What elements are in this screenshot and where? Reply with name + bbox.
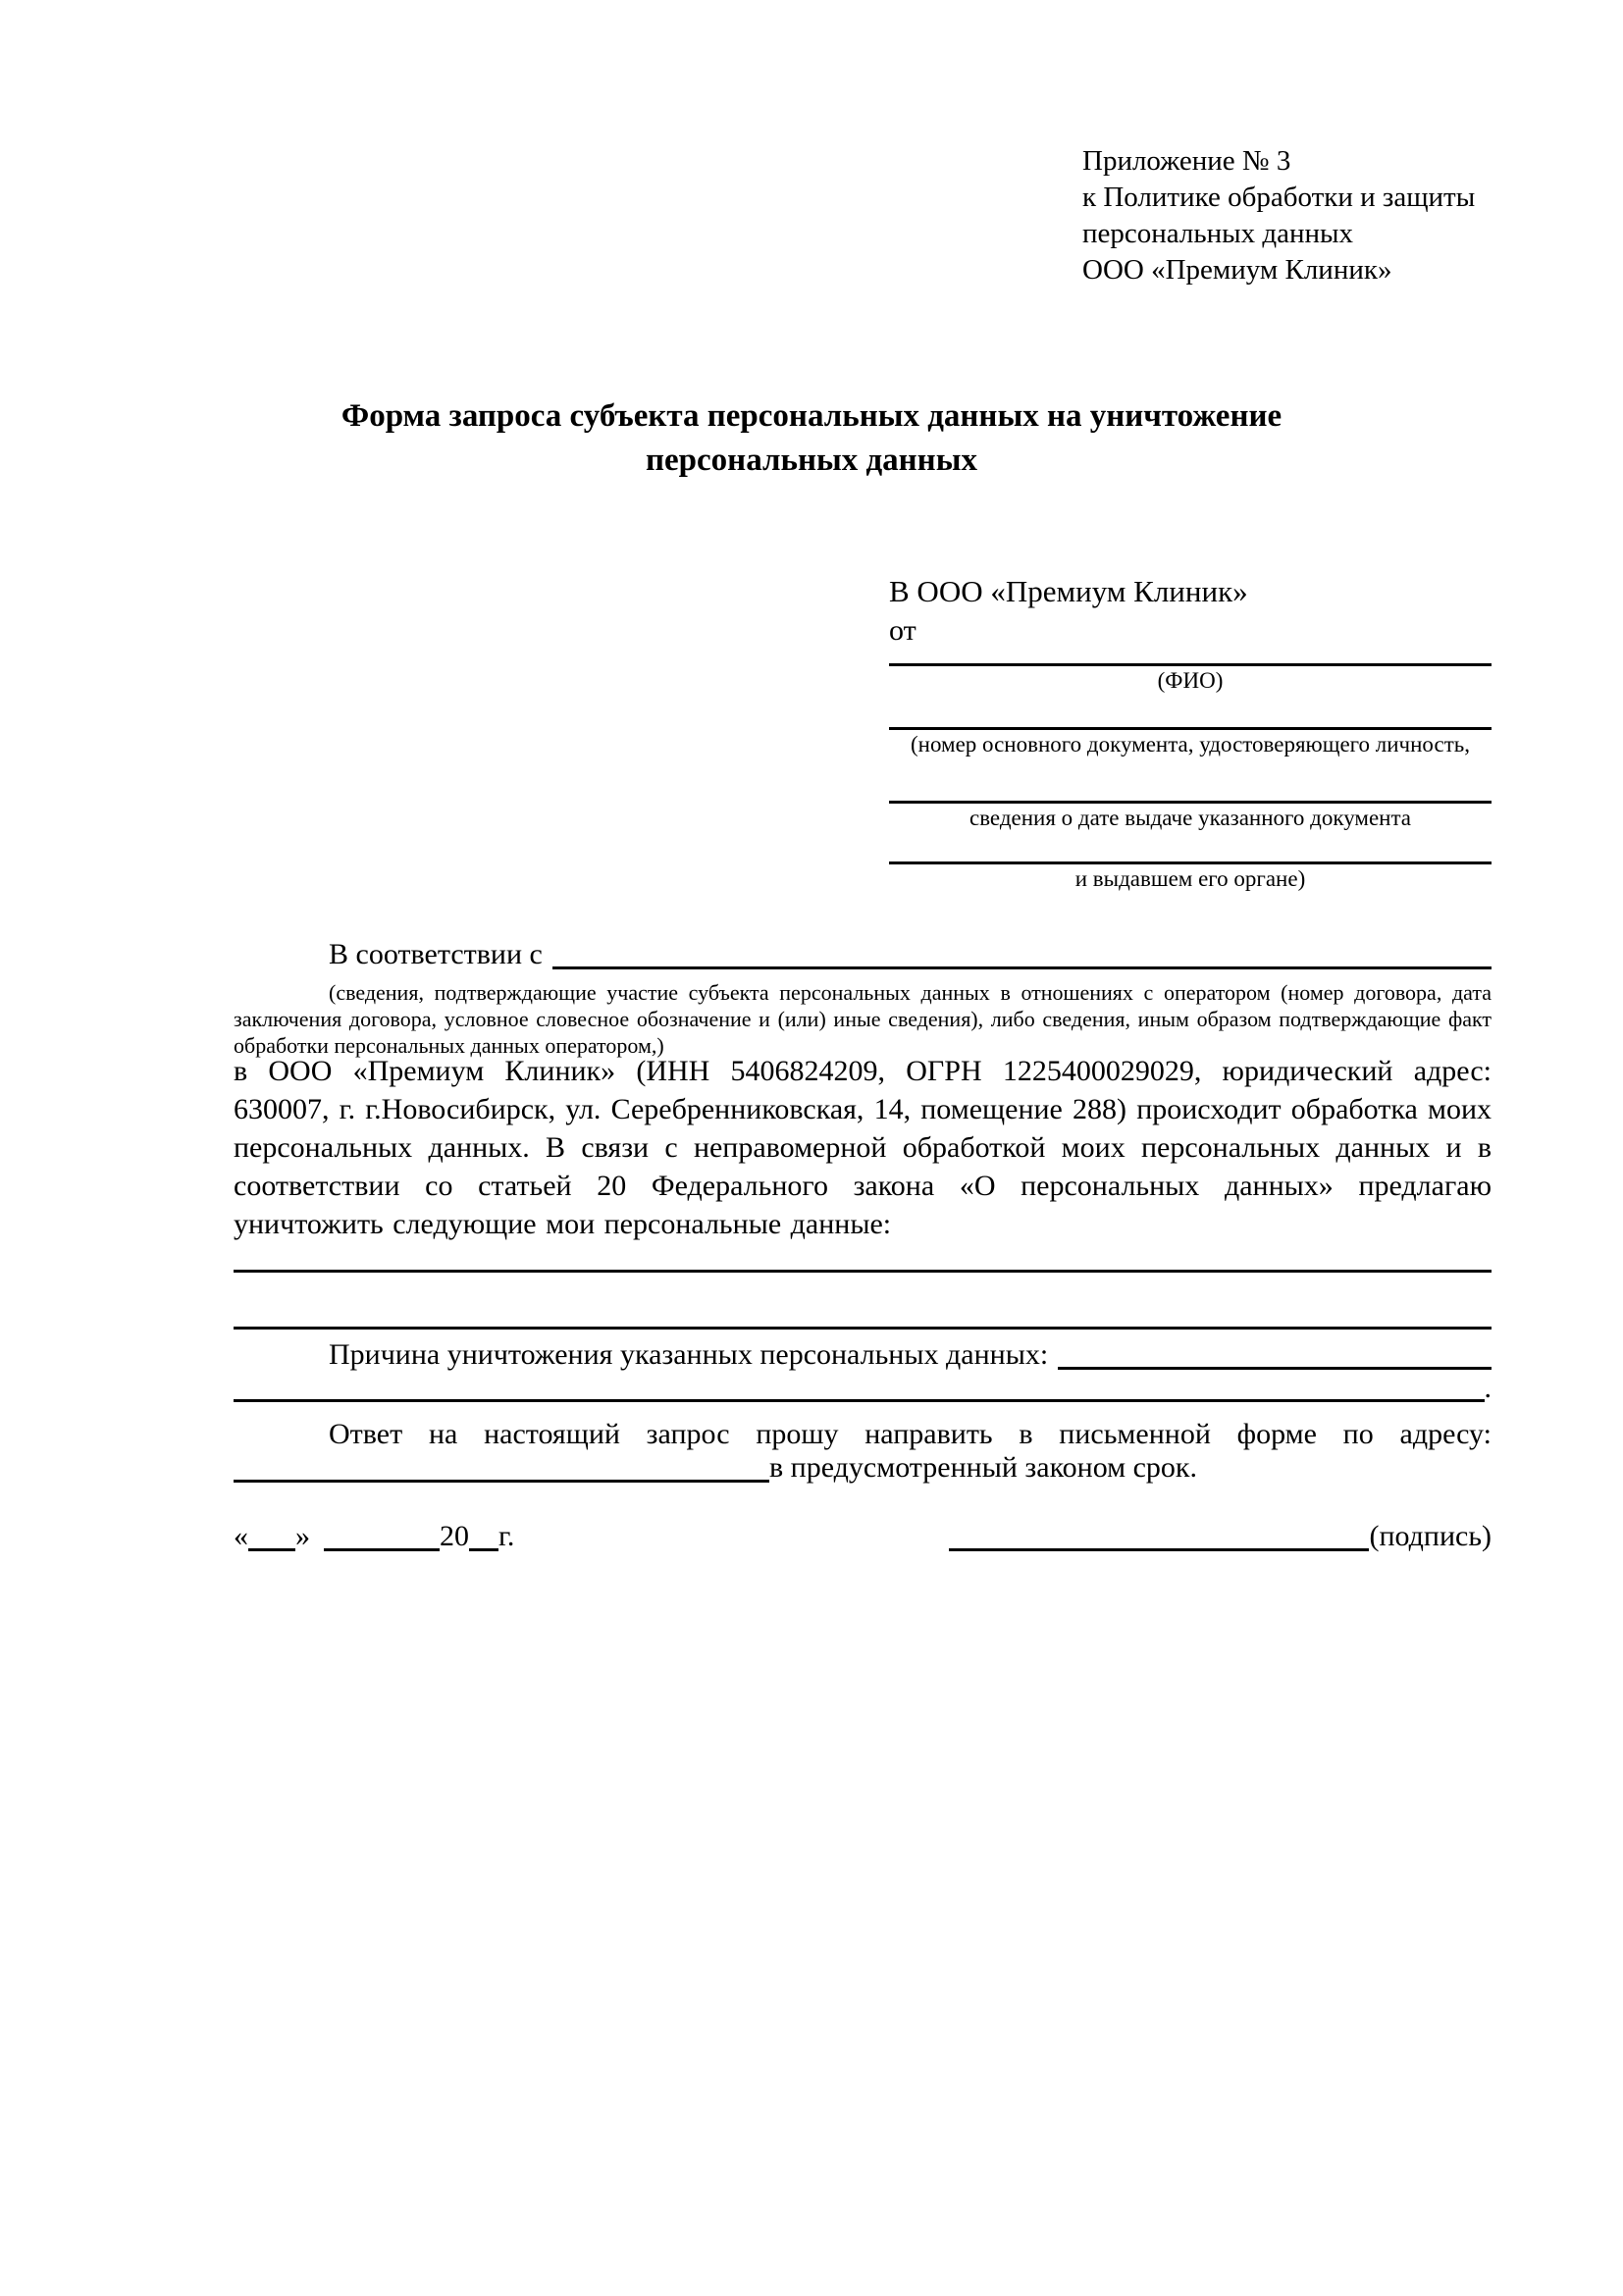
date-year-blank-line (469, 1548, 498, 1551)
reason-label: Причина уничтожения указанных персональных данных: (329, 1338, 1049, 1371)
signature-row (949, 1519, 1492, 1554)
appendix-line-1: Приложение № 3 (1082, 145, 1291, 177)
accordance-blank-line (552, 966, 1492, 969)
response-address-row (234, 1450, 1492, 1486)
fio-blank-line (889, 650, 1492, 666)
appendix-line-4: ООО «Премиум Клиник» (1082, 254, 1392, 286)
signature-caption: (подпись) (1369, 1520, 1492, 1552)
id-document-blank-line (889, 694, 1492, 730)
footer-row (234, 1519, 1492, 1554)
date-month-blank-line (324, 1548, 440, 1551)
date-close-quote: » (295, 1520, 310, 1552)
response-request-line: Ответ на настоящий запрос прошу направить в письменной форме по адресу: (329, 1418, 1492, 1450)
title-line-1: Форма запроса субъекта персональных данных на уничтожение (340, 398, 1283, 434)
appendix-line-3: персональных данных (1082, 218, 1354, 249)
date-year-prefix: 20 (440, 1520, 469, 1552)
issue-date-blank-line (889, 757, 1492, 804)
reason-blank-line-2 (234, 1399, 1485, 1402)
issuing-authority-caption: и выдавшем его органе) (1074, 866, 1306, 891)
addressee-block (889, 573, 1492, 892)
accordance-note: (сведения, подтверждающие участие субъекта персональных данных в отношениях с оператором (номер договора, дата заключения договора, условное словесное обозначение и (или) иные сведения), либо сведения, иным образом подтверждающие факт обработки персональных данных оператором,) (234, 980, 1492, 1058)
addressee-to: В ООО «Премиум Клиник» (889, 574, 1248, 608)
personal-data-blank-line-2 (234, 1327, 1492, 1330)
date-open-quote: « (234, 1520, 248, 1552)
response-tail-text: в предусмотренный законом срок. (769, 1451, 1197, 1484)
date-day-blank-line (248, 1548, 295, 1551)
id-document-caption: (номер основного документа, удостоверяющего личность, (910, 732, 1470, 757)
address-blank-line (234, 1480, 769, 1483)
issuing-authority-blank-line (889, 831, 1492, 864)
date-row (234, 1519, 514, 1554)
title-line-2: персональных данных (646, 443, 977, 478)
fio-caption: (ФИО) (1157, 668, 1224, 693)
reason-continuation-row (234, 1372, 1492, 1405)
addressee-from-label: от (889, 614, 916, 647)
main-paragraph: в ООО «Премиум Клиник» (ИНН 5406824209, ОГРН 1225400029029, юридический адрес: 630007, г. г.Новосибирск, ул. Серебренниковская, 14, помещение 288) происходит обработка моих персональных данных. В связи с неправомерной обработкой моих персональных данных и в соответствии со статьей 20 Федерального закона «О персональных данных» предлагаю уничтожить следующие мои персональные данные: (234, 1055, 1492, 1240)
document-title (183, 394, 1440, 483)
date-year-suffix: г. (498, 1520, 515, 1552)
appendix-line-2: к Политике обработки и защиты (1082, 182, 1476, 213)
reason-row (234, 1337, 1492, 1373)
personal-data-blank-line-1 (234, 1270, 1492, 1273)
signature-blank-line (949, 1548, 1369, 1551)
reason-blank-line (1058, 1367, 1492, 1370)
accordance-label: В соответствии с (329, 938, 543, 970)
reason-period: . (1484, 1372, 1492, 1404)
accordance-row (234, 937, 1492, 972)
appendix-block (1082, 143, 1475, 288)
issue-date-caption: сведения о дате выдаче указанного документа (969, 806, 1412, 830)
